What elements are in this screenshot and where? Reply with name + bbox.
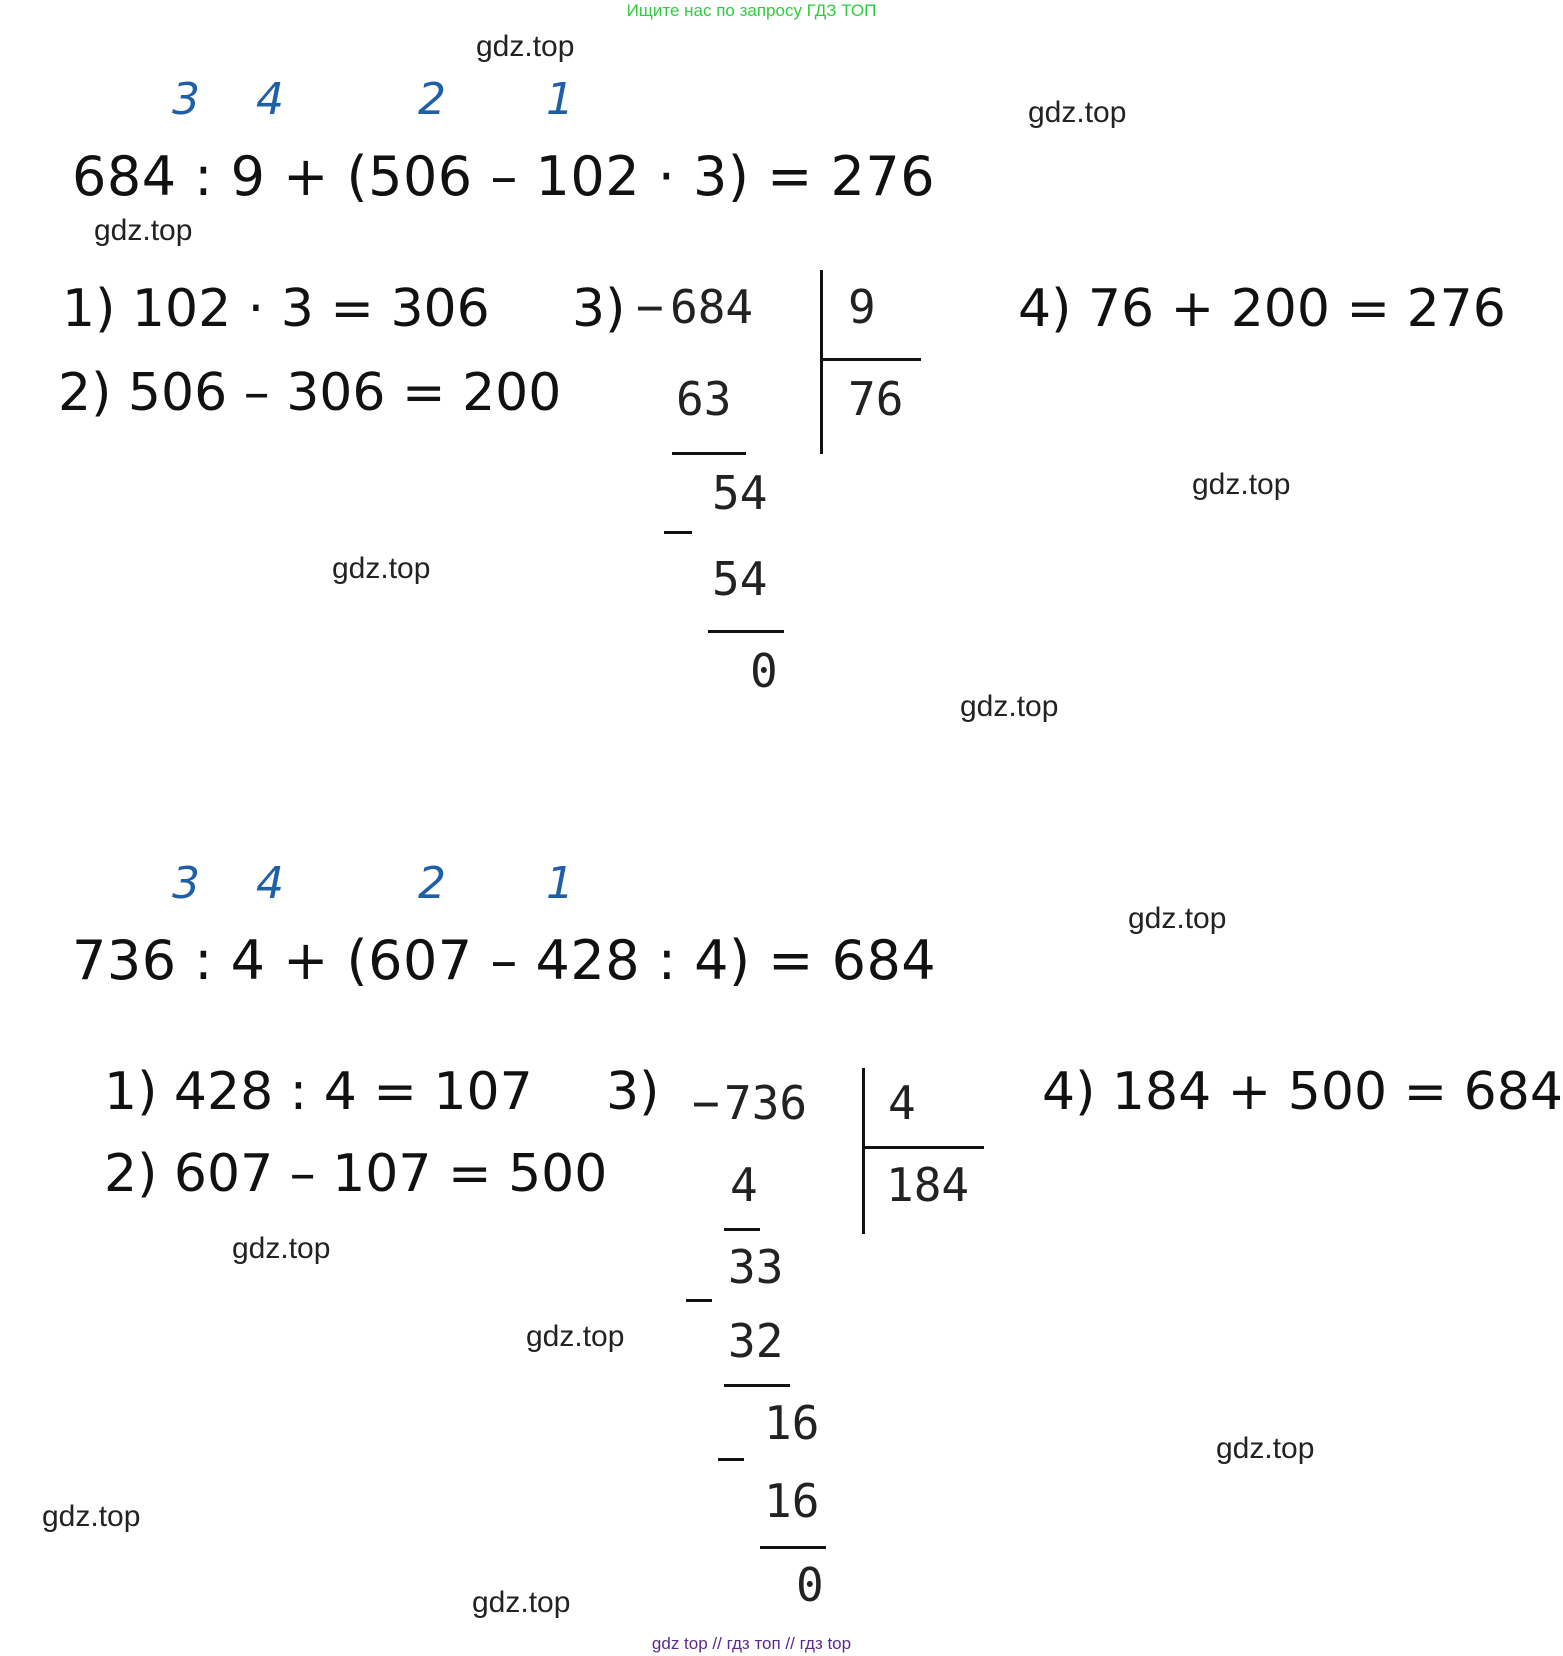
watermark: gdz.top <box>1028 96 1127 129</box>
watermark: gdz.top <box>232 1232 331 1265</box>
quotient: 76 <box>848 372 904 426</box>
watermark: gdz.top <box>1192 468 1291 501</box>
division-rule <box>672 452 746 455</box>
watermark: gdz.top <box>960 690 1059 723</box>
step-1: 1) 102 · 3 = 306 <box>62 279 490 339</box>
order-mark: 1 <box>546 858 574 909</box>
subtract-sign <box>686 1299 712 1302</box>
step-3-label: 3) <box>572 279 626 339</box>
division-rule <box>708 630 784 633</box>
order-mark: 4 <box>256 74 284 125</box>
division-rule <box>724 1384 790 1387</box>
division-row: 63 <box>676 372 732 426</box>
division-row: 0 <box>796 1558 824 1612</box>
watermark: gdz.top <box>472 1586 571 1619</box>
division-row: 0 <box>750 644 778 698</box>
watermark: gdz.top <box>1128 902 1227 935</box>
minus-sign: − <box>636 280 664 334</box>
divisor-underline <box>862 1146 984 1149</box>
order-mark: 2 <box>418 74 446 125</box>
order-mark: 1 <box>546 74 574 125</box>
expression: 684 : 9 + (506 – 102 · 3) = 276 <box>72 145 936 208</box>
quotient: 184 <box>886 1158 970 1212</box>
minus-sign: − <box>692 1076 720 1130</box>
division-vertical-line <box>862 1068 865 1234</box>
watermark: gdz.top <box>94 214 193 247</box>
step-4: 4) 184 + 500 = 684 <box>1042 1062 1563 1122</box>
division-rule <box>760 1546 826 1549</box>
dividend: 684 <box>670 280 754 334</box>
expression: 736 : 4 + (607 – 428 : 4) = 684 <box>72 929 937 992</box>
order-mark: 3 <box>172 858 200 909</box>
order-mark: 2 <box>418 858 446 909</box>
footer-note: gdz top // гдз топ // гдз top <box>651 1634 852 1653</box>
watermark: gdz.top <box>526 1320 625 1353</box>
subtract-sign <box>718 1458 744 1461</box>
dividend: 736 <box>724 1076 808 1130</box>
division-row: 54 <box>712 552 768 606</box>
order-mark: 3 <box>172 74 200 125</box>
division-row: 54 <box>712 466 768 520</box>
division-row: 16 <box>764 1396 820 1450</box>
watermark: gdz.top <box>476 30 575 63</box>
step-4: 4) 76 + 200 = 276 <box>1018 279 1506 339</box>
watermark: gdz.top <box>1216 1432 1315 1465</box>
division-row: 33 <box>728 1240 784 1294</box>
step-1: 1) 428 : 4 = 107 <box>104 1062 533 1122</box>
division-vertical-line <box>820 270 823 454</box>
division-rule <box>724 1228 760 1231</box>
division-row: 4 <box>730 1158 758 1212</box>
divisor: 4 <box>888 1076 916 1130</box>
divisor-underline <box>820 358 921 361</box>
divisor: 9 <box>848 280 876 334</box>
division-row: 32 <box>728 1314 784 1368</box>
division-row: 16 <box>764 1474 820 1528</box>
order-mark: 4 <box>256 858 284 909</box>
step-2: 2) 506 – 306 = 200 <box>58 363 562 423</box>
watermark: gdz.top <box>332 552 431 585</box>
step-3-label: 3) <box>606 1062 660 1122</box>
subtract-sign <box>664 531 692 534</box>
step-2: 2) 607 – 107 = 500 <box>104 1144 608 1204</box>
watermark: gdz.top <box>42 1500 141 1533</box>
header-note: Ищите нас по запросу ГДЗ ТОП <box>626 1 877 20</box>
